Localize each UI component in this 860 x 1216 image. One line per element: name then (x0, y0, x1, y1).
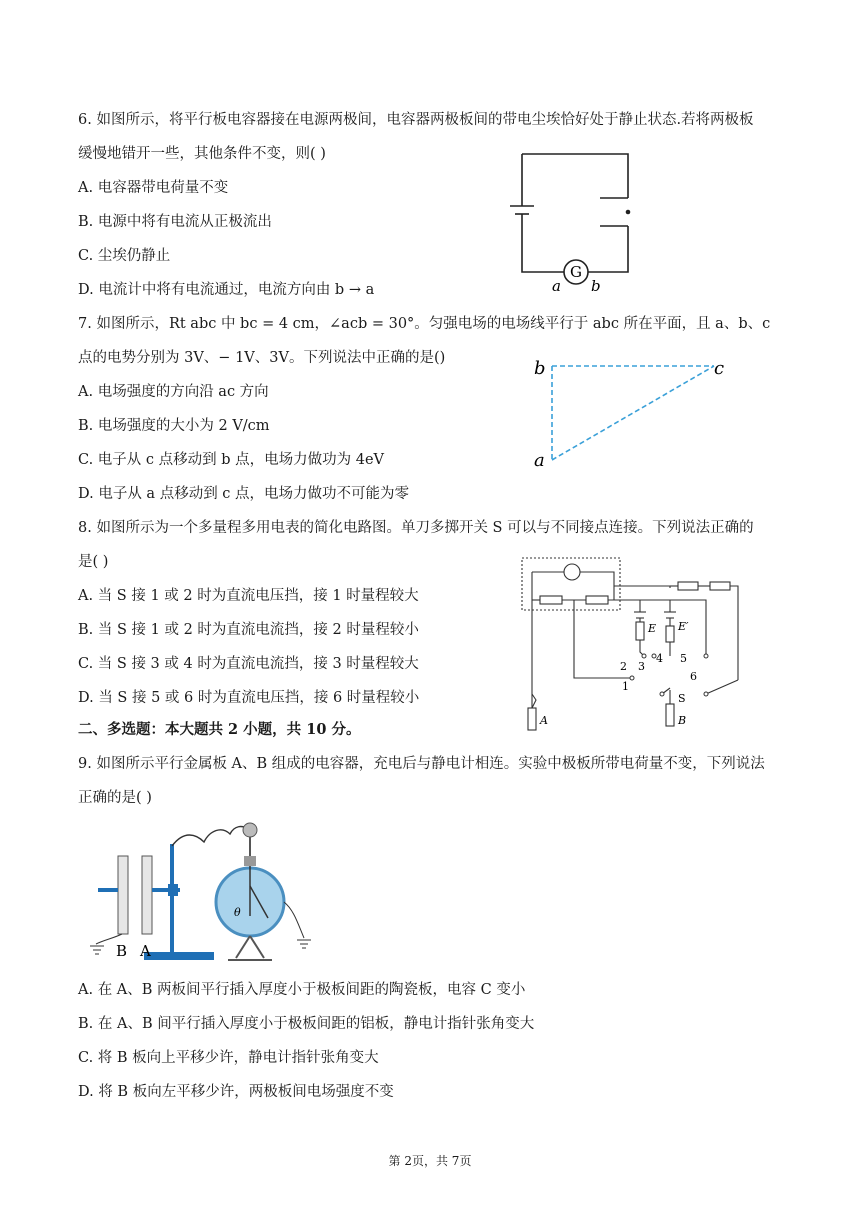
q9-stem-line2: 正确的是( ) (78, 790, 152, 806)
q8-multimeter-circuit-figure (510, 552, 750, 734)
q9-electroscope-figure (84, 820, 324, 970)
q6-circuit-figure (500, 148, 640, 298)
switch-s-label: S (678, 692, 686, 705)
contact-1-label: 1 (622, 680, 629, 693)
q6-stem-line2: 缓慢地错开一些，其他条件不变，则( ) (78, 146, 326, 162)
page-footer: 第 2页，共 7页 (388, 1154, 472, 1168)
plate-a-label: A (140, 942, 151, 960)
vertex-a-label: a (534, 450, 545, 471)
q6-option-b: B. 电源中将有电流从正极流出 (78, 214, 272, 230)
contact-5-label: 5 (680, 652, 687, 665)
vertex-b-label: b (534, 358, 546, 379)
q6-option-c: C. 尘埃仍静止 (78, 248, 171, 264)
q8-stem-line1: 8. 如图所示为一个多量程多用电表的简化电路图。单刀多掷开关 S 可以与不同接点连接。下列说法正确的 (78, 520, 754, 536)
q8-option-d: D. 当 S 接 5 或 6 时为直流电压挡，接 6 时量程较小 (78, 690, 420, 706)
section-heading: 二、多选题：本大题共 2 小题，共 10 分。 (78, 721, 361, 738)
contact-6-label: 6 (690, 670, 697, 683)
q8-option-b: B. 当 S 接 1 或 2 时为直流电流挡，接 2 时量程较小 (78, 622, 419, 638)
q7-stem-line1: 7. 如图所示，Rt abc 中 bc = 4 cm，∠acb = 30°。匀强电场的电场线平行于 abc 所在平面，且 a、b、c (78, 316, 771, 332)
angle-theta-label: θ (234, 906, 241, 919)
probe-a-label: A (540, 714, 548, 727)
probe-b-label: B (678, 714, 687, 727)
q7-triangle-figure (528, 352, 738, 472)
battery-e-prime-label: E′ (678, 620, 689, 633)
q6-option-d: D. 电流计中将有电流通过，电流方向由 b → a (78, 282, 375, 298)
q9-option-b: B. 在 A、B 间平行插入厚度小于极板间距的铝板，静电计指针张角变大 (78, 1016, 535, 1032)
contact-2-label: 2 (620, 660, 627, 673)
q7-option-a: A. 电场强度的方向沿 ac 方向 (78, 384, 269, 400)
plate-b-label: B (116, 942, 128, 960)
contact-4-label: 4 (656, 652, 663, 665)
galvanometer-label: G (570, 263, 582, 281)
q9-stem-line1: 9. 如图所示平行金属板 A、B 组成的电容器，充电后与静电计相连。实验中极板所带电荷量不变，下列说法 (78, 756, 765, 772)
q6-option-a: A. 电容器带电荷量不变 (78, 180, 229, 196)
q8-stem-line2: 是( ) (78, 554, 109, 570)
q7-option-c: C. 电子从 c 点移动到 b 点，电场力做功为 4eV (78, 452, 385, 468)
q6-stem-line1: 6. 如图所示，将平行板电容器接在电源两极间，电容器两极板间的带电尘埃恰好处于静止状态.若将两极板 (78, 112, 754, 128)
q9-option-d: D. 将 B 板向左平移少许，两极板间电场强度不变 (78, 1084, 394, 1100)
q9-option-c: C. 将 B 板向上平移少许，静电计指针张角变大 (78, 1050, 379, 1066)
vertex-c-label: c (714, 358, 725, 379)
contact-3-label: 3 (638, 660, 645, 673)
q7-option-d: D. 电子从 a 点移动到 c 点，电场力做功不可能为零 (78, 486, 410, 502)
q7-stem-line2: 点的电势分别为 3V、− 1V、3V。下列说法中正确的是() (78, 350, 446, 366)
node-b-label: b (591, 277, 601, 295)
q9-option-a: A. 在 A、B 两板间平行插入厚度小于极板间距的陶瓷板，电容 C 变小 (78, 982, 526, 998)
node-a-label: a (552, 277, 561, 295)
q7-option-b: B. 电场强度的大小为 2 V/cm (78, 418, 270, 434)
battery-e-label: E (648, 622, 657, 635)
q8-option-c: C. 当 S 接 3 或 4 时为直流电流挡，接 3 时量程较大 (78, 656, 419, 672)
q8-option-a: A. 当 S 接 1 或 2 时为直流电压挡，接 1 时量程较大 (78, 588, 419, 604)
